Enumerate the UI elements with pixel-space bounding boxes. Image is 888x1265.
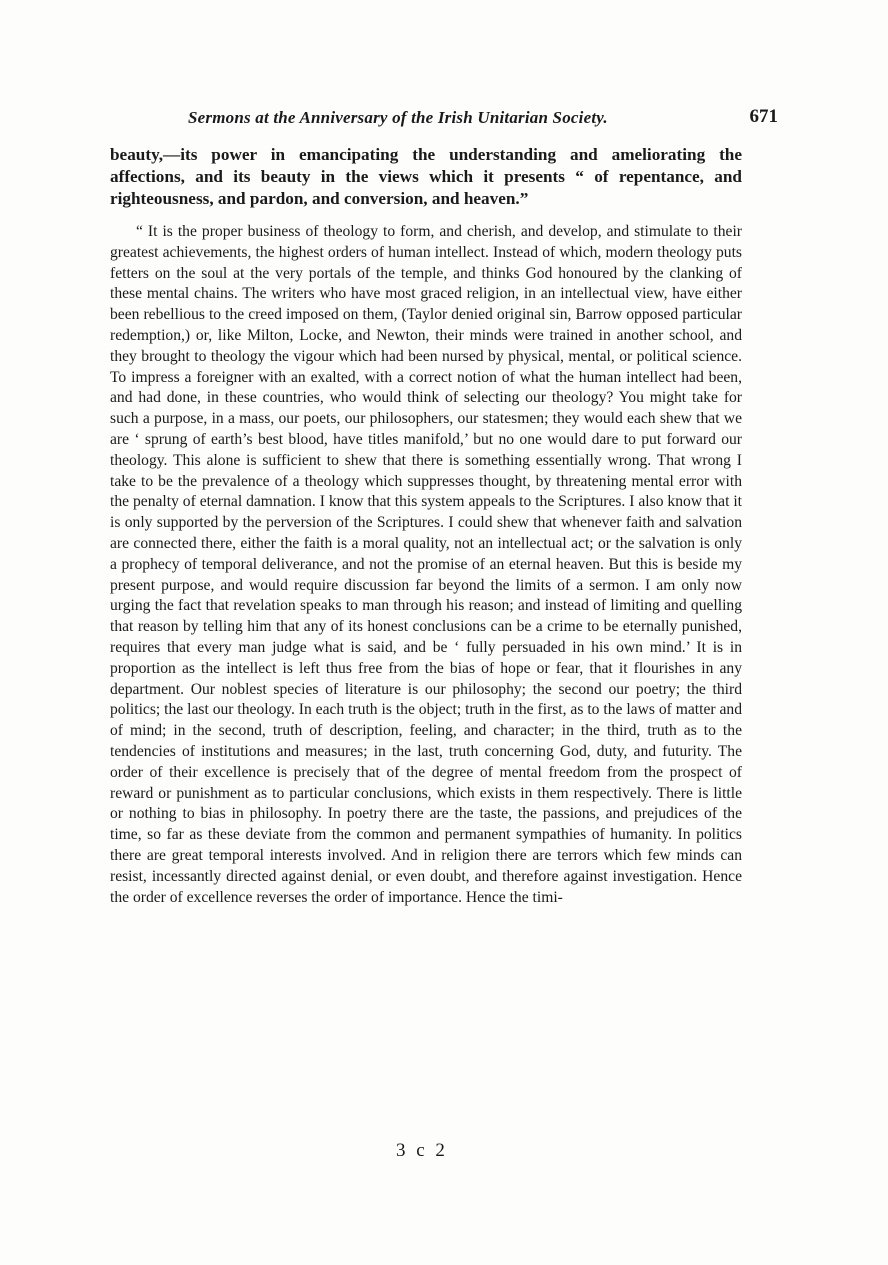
- paragraph-continuation: beauty,—its power in emancipating the understanding and ameliorating the affections, and its beauty in the views which it presents “ of repentance, and righteousness, and pardon, and conversion, and heaven.”: [110, 145, 742, 208]
- running-head: [110, 108, 778, 134]
- paragraph-quotation: “ It is the proper business of theology to form, and cherish, and develop, and stimulate to their greatest achievements, the highest orders of human intellect. Instead of which, modern theology puts fetters on the soul at the very portals of the temple, and thinks God honoured by the clanking of these mental chains. The writers who have most graced religion, in an intellectual view, have either been rebellious to the creed imposed on them, (Taylor denied original sin, Barrow opposed particular redemption,) or, like Milton, Locke, and Newton, their minds were trained in another school, and they brought to theology the vigour which had been nursed by physical, mental, or political science. To impress a foreigner with an exalted, with a correct notion of what the human intellect had been, and had done, in these countries, who would think of selecting our theology? You might take for such a purpose, in a mass, our poets, our philosophers, our statesmen; they would each shew that we are ‘ sprung of earth’s best blood, have titles manifold,’ but no one would dare to put forward our theology. This alone is sufficient to shew that there is something essentially wrong. That wrong I take to be the prevalence of a theology which suppresses thought, by threatening mental error with the penalty of eternal damnation. I know that this system appeals to the Scriptures. I also know that it is only supported by the perversion of the Scriptures. I could shew that whenever faith and salvation are connected there, either the faith is a moral quality, not an intellectual act; or the salvation is only a prophecy of temporal deliverance, and not the promise of an eternal heaven. But this is beside my present purpose, and would require discussion far beyond the limits of a sermon. I am only now urging the fact that revelation speaks to man through his reason; and instead of limiting and quelling that reason by telling him that any of its honest conclusions can be a crime to be eternally punished, requires that every man judge what is said, and be ‘ fully persuaded in his own mind.’ It is in proportion as the intellect is left thus free from the bias of hope or fear, that it flourishes in any department. Our noblest species of literature is our philosophy; the second our poetry; the third politics; the last our theology. In each truth is the object; truth in the first, as to the laws of matter and of mind; in the second, truth of description, feeling, and character; in the third, truth as to the tendencies of institutions and measures; in the last, truth concerning God, duty, and futurity. The order of their excellence is precisely that of the degree of mental freedom from the prospect of reward or punishment as to particular conclusions, which exists in them respectively. There is little or nothing to bias in philosophy. In poetry there are the taste, the passions, and prejudices of the time, so far as these deviate from the common and permanent sympathies of humanity. In politics there are great temporal interests involved. And in religion there are terrors which few minds can resist, incessantly directed against denial, or even doubt, and therefore against investigation. Hence the order of excellence reverses the order of importance. Hence the timi-: [110, 223, 742, 906]
- printer-signature-mark: 3 c 2: [396, 1140, 448, 1161]
- running-title: Sermons at the Anniversary of the Irish Unitarian Society.: [188, 108, 608, 127]
- page-number: 671: [749, 106, 778, 127]
- body-text: [110, 144, 742, 908]
